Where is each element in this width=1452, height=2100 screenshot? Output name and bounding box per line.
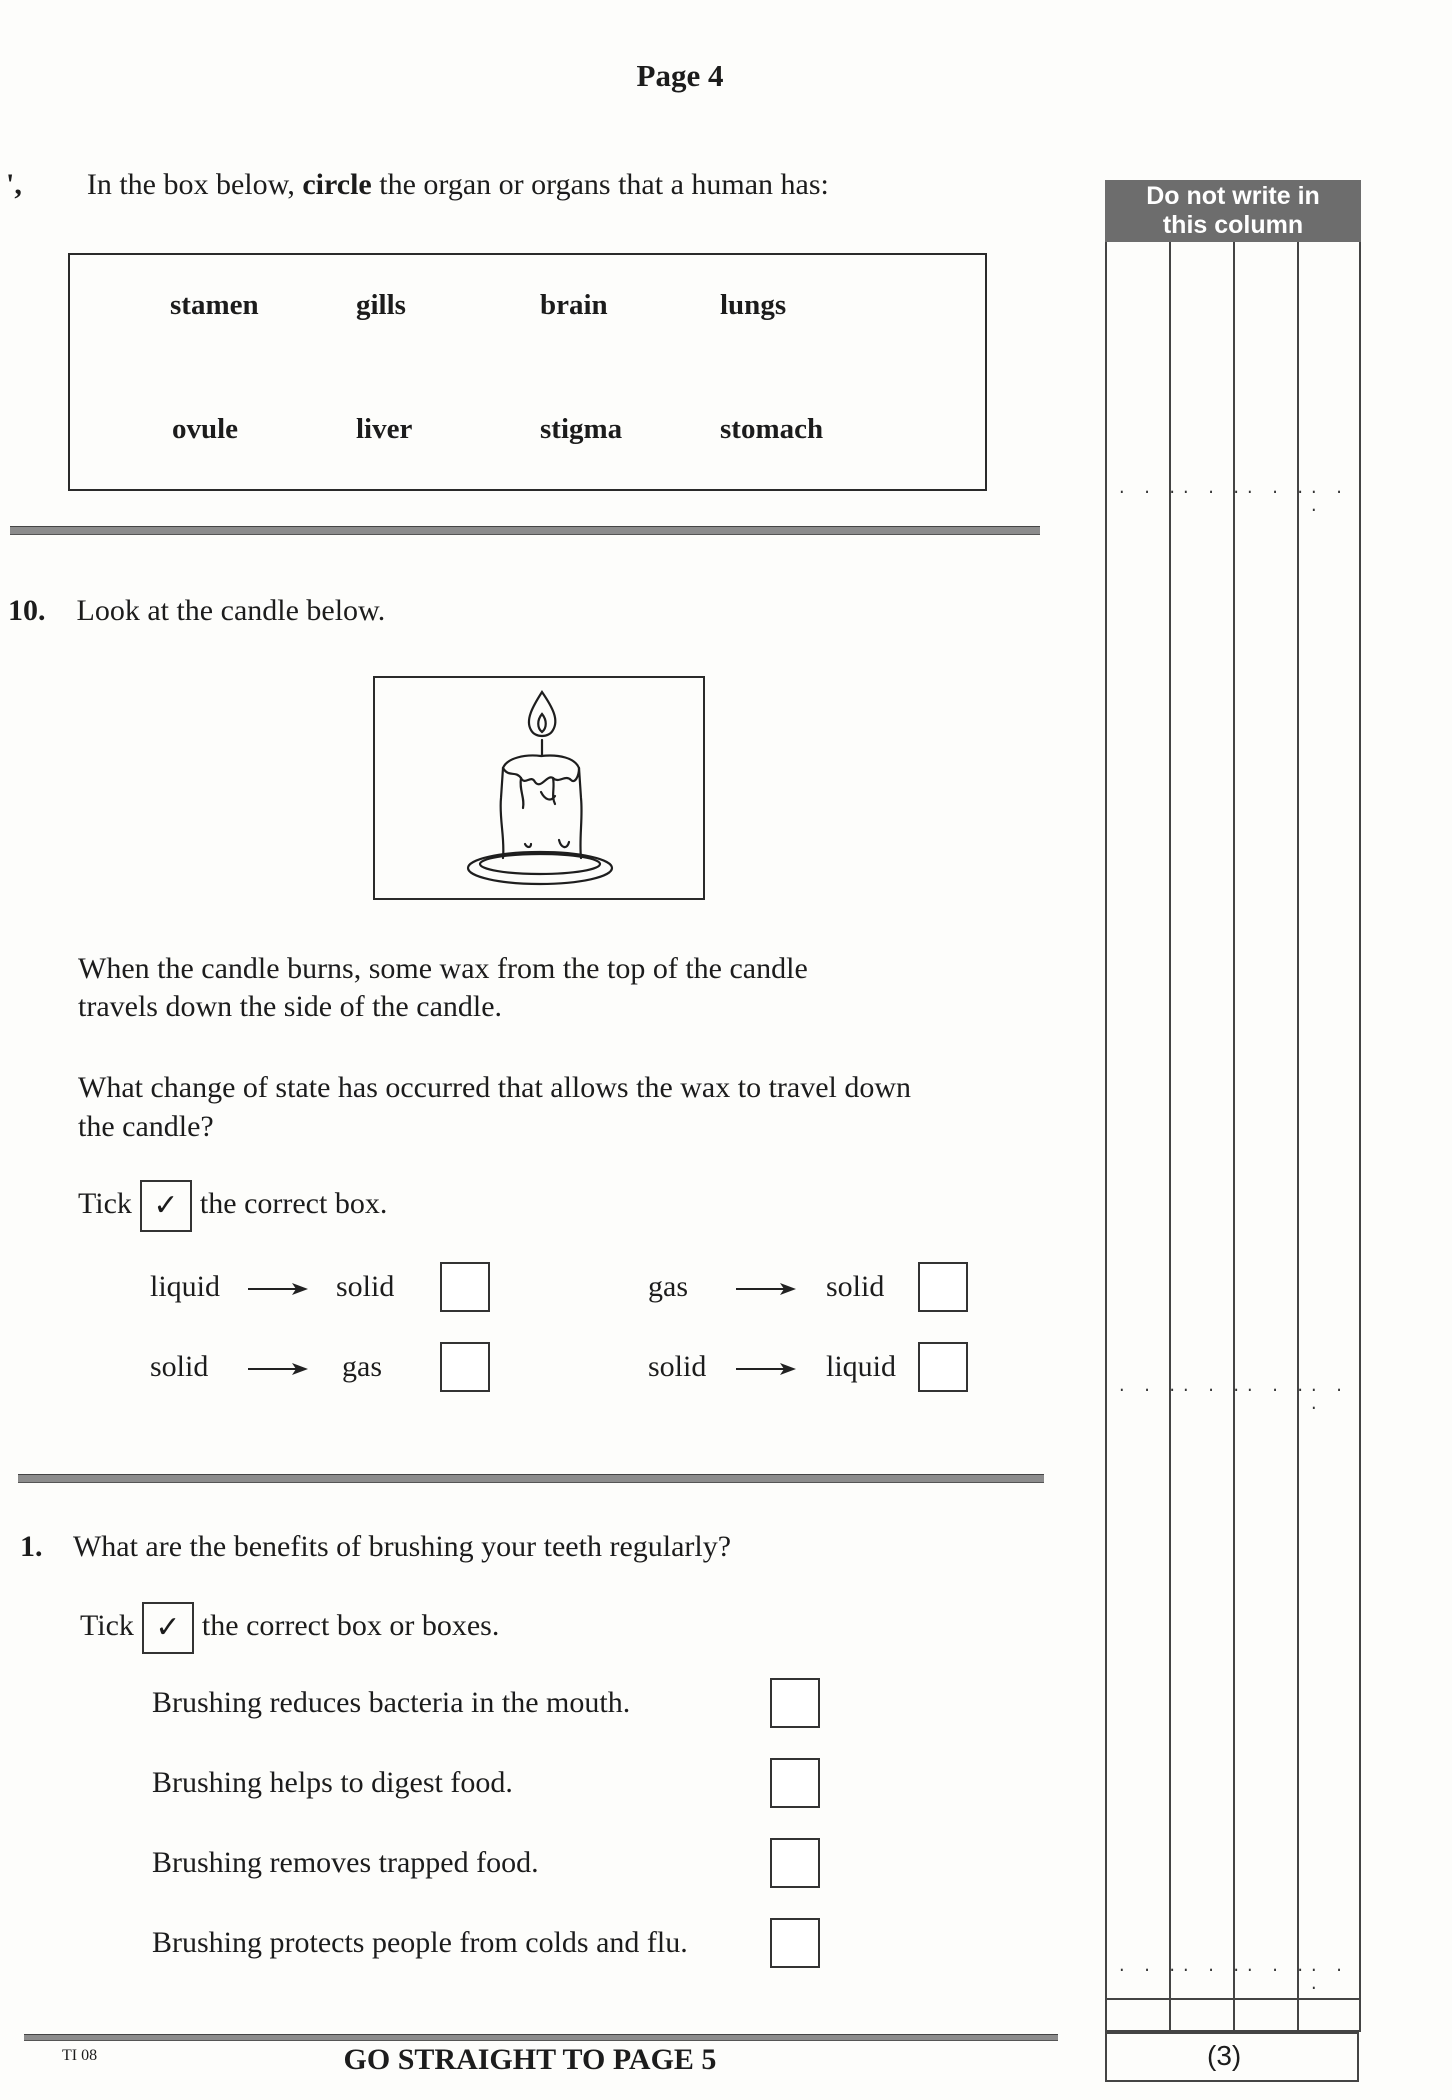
state-to: solid (336, 1270, 395, 1303)
score-dots: . . . (1181, 1958, 1245, 1976)
question-9-prompt (6, 168, 829, 202)
organ-option[interactable]: liver (356, 413, 413, 445)
question-9-text-prefix: In the box below, (86, 168, 303, 201)
state-from: solid (648, 1350, 707, 1383)
organ-option[interactable]: stomach (720, 413, 824, 445)
score-dots: . . . (1309, 1958, 1347, 1994)
answer-checkbox[interactable] (770, 1678, 820, 1728)
question-10-number: 10. (8, 594, 46, 627)
question-11-instruction (80, 1602, 499, 1654)
score-dots: . . . (1117, 1378, 1181, 1396)
arrow-right-icon (736, 1282, 796, 1296)
question-10-para1-line1: When the candle burns, some wax from the top of the candle (78, 952, 808, 985)
tick-instruction-text: the correct box. (199, 1186, 388, 1220)
question-9-number: ', (6, 168, 22, 201)
answer-checkbox[interactable] (440, 1342, 490, 1392)
score-dots: . . . (1117, 1958, 1181, 1976)
candle-image (373, 676, 705, 900)
answer-checkbox[interactable] (918, 1262, 968, 1312)
state-from: liquid (150, 1270, 221, 1303)
question-10-instruction (78, 1180, 387, 1232)
margin-header-line1: Do not write in (1146, 182, 1320, 210)
arrow-right-icon (248, 1282, 308, 1296)
organ-box (68, 253, 987, 491)
page-title: Page 4 (636, 58, 724, 93)
state-to: liquid (826, 1350, 897, 1383)
answer-checkbox[interactable] (770, 1758, 820, 1808)
state-to: gas (342, 1350, 382, 1383)
score-dots: . . . (1245, 480, 1309, 498)
question-9-text-suffix: the organ or organs that a human has: (371, 168, 829, 201)
benefit-option-label: Brushing removes trapped food. (152, 1846, 539, 1879)
organ-option[interactable]: gills (356, 289, 406, 321)
score-dots: . . . (1245, 1378, 1309, 1396)
tick-example-box: ✓ (140, 1180, 192, 1232)
score-box (1105, 2032, 1359, 2082)
benefit-option-label: Brushing helps to digest food. (152, 1766, 513, 1799)
footer-instruction: GO STRAIGHT TO PAGE 5 (343, 2043, 717, 2076)
organ-option[interactable]: stamen (170, 289, 259, 321)
state-to: solid (826, 1270, 885, 1303)
question-11-text: What are the benefits of brushing your teeth regularly? (72, 1530, 732, 1563)
margin-column-header (1105, 180, 1361, 242)
benefit-option-label: Brushing reduces bacteria in the mouth. (152, 1686, 631, 1719)
organ-option[interactable]: brain (540, 289, 608, 321)
question-10-para2-line2: the candle? (78, 1110, 214, 1143)
tick-word: Tick (80, 1608, 134, 1642)
margin-line (1169, 242, 1171, 2032)
margin-column (1105, 180, 1361, 2085)
organ-option[interactable]: stigma (540, 413, 623, 445)
margin-header-line2: this column (1162, 211, 1304, 239)
page-score: (3) (1207, 2040, 1242, 2071)
organ-option[interactable]: lungs (720, 289, 787, 321)
score-dots: . . . (1181, 1378, 1245, 1396)
answer-checkbox[interactable] (770, 1838, 820, 1888)
organ-option[interactable]: ovule (172, 413, 239, 445)
section-divider (10, 526, 1040, 535)
section-divider (18, 1474, 1044, 1483)
arrow-right-icon (736, 1362, 796, 1376)
state-from: solid (150, 1350, 209, 1383)
score-dots: . . . (1117, 480, 1181, 498)
question-10-para2-line1: What change of state has occurred that allows the wax to travel down (78, 1071, 912, 1104)
question-10-prompt (8, 594, 385, 628)
footer-divider (24, 2034, 1058, 2041)
margin-line (1297, 242, 1299, 2032)
score-dots: . . . (1309, 480, 1347, 516)
margin-line (1105, 242, 1107, 2032)
answer-checkbox[interactable] (918, 1342, 968, 1392)
question-11-prompt (20, 1530, 731, 1564)
question-9-text-emphasis: circle (302, 168, 372, 201)
answer-checkbox[interactable] (770, 1918, 820, 1968)
score-dots: . . . (1181, 480, 1245, 498)
score-dots: . . . (1309, 1378, 1347, 1414)
score-dots: . . . (1245, 1958, 1309, 1976)
answer-checkbox[interactable] (440, 1262, 490, 1312)
arrow-right-icon (248, 1362, 308, 1376)
candle-icon (375, 678, 703, 898)
tick-instruction-text: the correct box or boxes. (201, 1608, 500, 1642)
question-11-number: 1. (20, 1530, 43, 1563)
margin-rule (1105, 1998, 1361, 2000)
footer-code: TI 08 (62, 2047, 98, 2064)
tick-example-box: ✓ (142, 1602, 194, 1654)
question-10-para1-line2: travels down the side of the candle. (78, 990, 503, 1023)
question-10-text: Look at the candle below. (76, 594, 386, 627)
margin-line (1233, 242, 1235, 2032)
benefit-option-label: Brushing protects people from colds and flu. (152, 1926, 688, 1959)
tick-word: Tick (78, 1186, 132, 1220)
state-from: gas (648, 1270, 688, 1303)
